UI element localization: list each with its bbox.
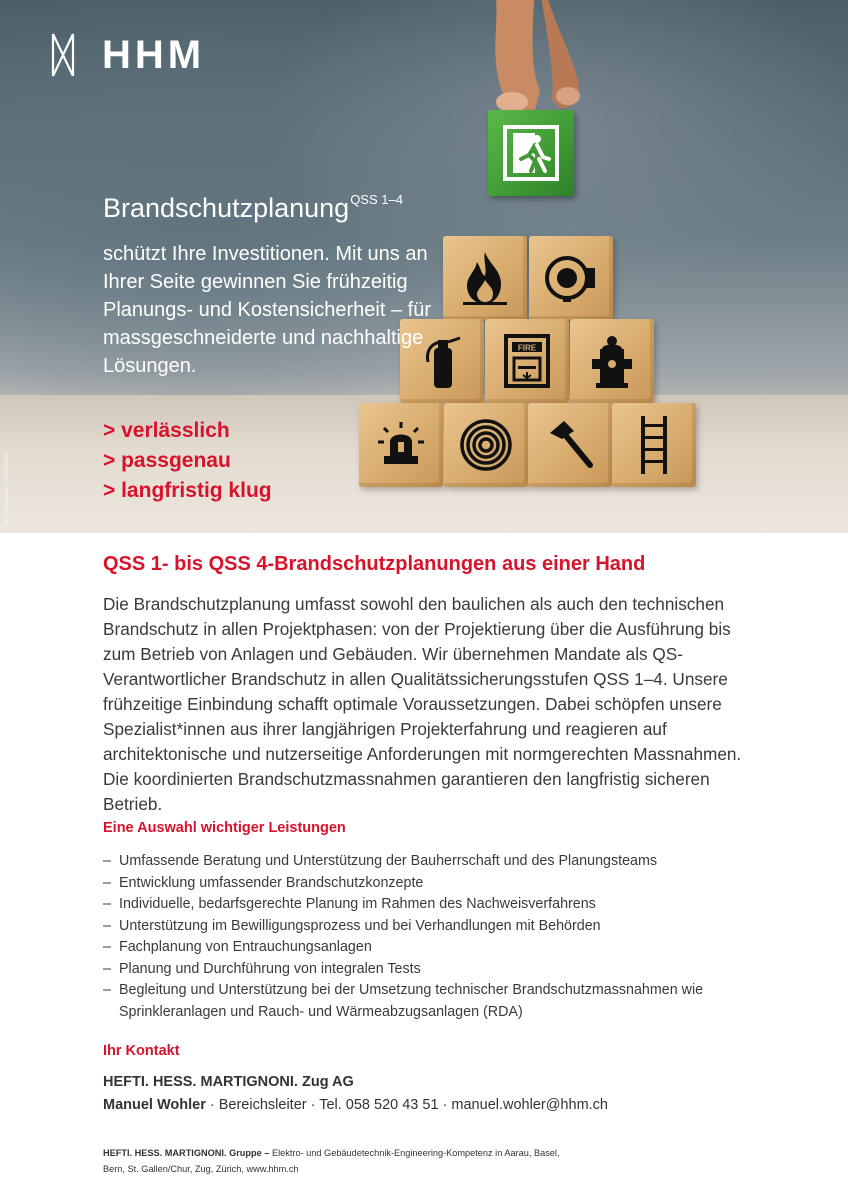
image-credit: Bild: Shutterstock – Arno(ODSC) xyxy=(4,452,10,525)
flame-block xyxy=(443,236,527,320)
contact-title: Ihr Kontakt xyxy=(103,1043,180,1059)
contact-company: HEFTI. HESS. MARTIGNONI. Zug AG xyxy=(103,1074,354,1090)
fire-hydrant-icon xyxy=(590,333,634,389)
exit-sign-icon xyxy=(499,121,563,185)
footer-group-name: HEFTI. HESS. MARTIGNONI. Gruppe – xyxy=(103,1148,270,1158)
footer xyxy=(103,1146,563,1177)
contact-name: Manuel Wohler xyxy=(103,1097,206,1113)
hero-image xyxy=(0,0,848,533)
hero-point: > passgenau xyxy=(103,449,231,472)
list-item: – Umfassende Beratung und Unterstützung der Bauherrschaft und des Planungsteams xyxy=(103,851,743,873)
fire-alarm-block xyxy=(485,319,569,403)
list-item: – Begleitung und Unterstützung bei der Umsetzung technischer Brandschutzmassnahmen wie Sprinkleranlagen und Rauch- und Wärmeabzugsanlagen (RDA) xyxy=(103,980,743,1023)
logo-text: HHM xyxy=(102,33,206,77)
ladder-icon xyxy=(637,416,671,474)
hydrant-block xyxy=(570,319,654,403)
footer-text: Elektro- und Gebäudetechnik-Engineering-Kompetenz in Aarau, Basel, Bern, St. Gallen/Chur, Zug, Zürich, www.hhm.ch xyxy=(103,1148,560,1174)
hero-title-superscript: QSS 1–4 xyxy=(350,192,403,207)
flame-icon xyxy=(459,250,511,306)
list-item: – Fachplanung von Entrauchungsanlagen xyxy=(103,937,743,959)
list-item: – Entwicklung umfassender Brandschutzkonzepte xyxy=(103,873,743,895)
fire-hose-icon xyxy=(458,417,514,473)
exit-sign-block xyxy=(488,110,574,196)
hhm-logo xyxy=(50,32,205,78)
ladder-block xyxy=(612,403,696,487)
section-title: QSS 1- bis QSS 4-Brandschutzplanungen aus einer Hand xyxy=(103,553,646,575)
fire-label: FIRE xyxy=(517,343,537,353)
axe-block xyxy=(528,403,612,487)
services-list xyxy=(103,851,743,1023)
alarm-bell-block xyxy=(529,236,613,320)
contact-details: · Bereichsleiter · Tel. 058 520 43 51 · manuel.wohler@hhm.ch xyxy=(205,1097,608,1113)
hero-body: schützt Ihre Investitionen. Mit uns an Ihrer Seite gewinnen Sie frühzeitig Planungs- und Kostensicherheit – für massgeschneiderte und nachhaltige Lösungen. xyxy=(103,243,431,377)
intro-paragraph: Die Brandschutzplanung umfasst sowohl den baulichen als auch den technischen Brandschutz in allen Projektphasen: von der Projektierung über die Ausführung bis zum Betrieb von Anlagen und Gebäuden. Wir übernehmen Mandate als QS-Verantwortlicher Brandschutz in allen Qualitätssicherungsstufen QSS 1–4. Unsere frühzeitige Einbindung schafft optimale Voraussetzungen. Dabei schöpfen unsere Spezialist*innen aus ihrer langjährigen Projekterfahrung und reagieren auf architektonische und nutzerseitige Anforderungen mit normgerechten Massnahmen. Die koordinierten Brandschutzmassnahmen garantieren den langfristig sicheren Betrieb. xyxy=(103,594,742,814)
hero-points xyxy=(103,416,272,506)
contact-person xyxy=(103,1097,608,1113)
hose-block xyxy=(444,403,528,487)
hero-title xyxy=(103,192,403,224)
list-item: – Unterstützung im Bewilligungsprozess und bei Verhandlungen mit Behörden xyxy=(103,916,743,938)
fire-alarm-switch-icon xyxy=(504,334,550,388)
fire-axe-icon xyxy=(544,419,596,471)
emergency-light-icon xyxy=(376,420,426,470)
emergency-light-block xyxy=(359,403,443,487)
hhm-logo-icon xyxy=(50,32,76,78)
hero-point: > langfristig klug xyxy=(103,479,272,502)
hero-title-text: Brandschutzplanung xyxy=(103,193,350,223)
list-item: – Planung und Durchführung von integralen Tests xyxy=(103,959,743,981)
services-title: Eine Auswahl wichtiger Leistungen xyxy=(103,820,346,836)
list-item: – Individuelle, bedarfsgerechte Planung im Rahmen des Nachweisverfahrens xyxy=(103,894,743,916)
hero-point: > verlässlich xyxy=(103,419,230,442)
alarm-bell-icon xyxy=(543,254,599,302)
